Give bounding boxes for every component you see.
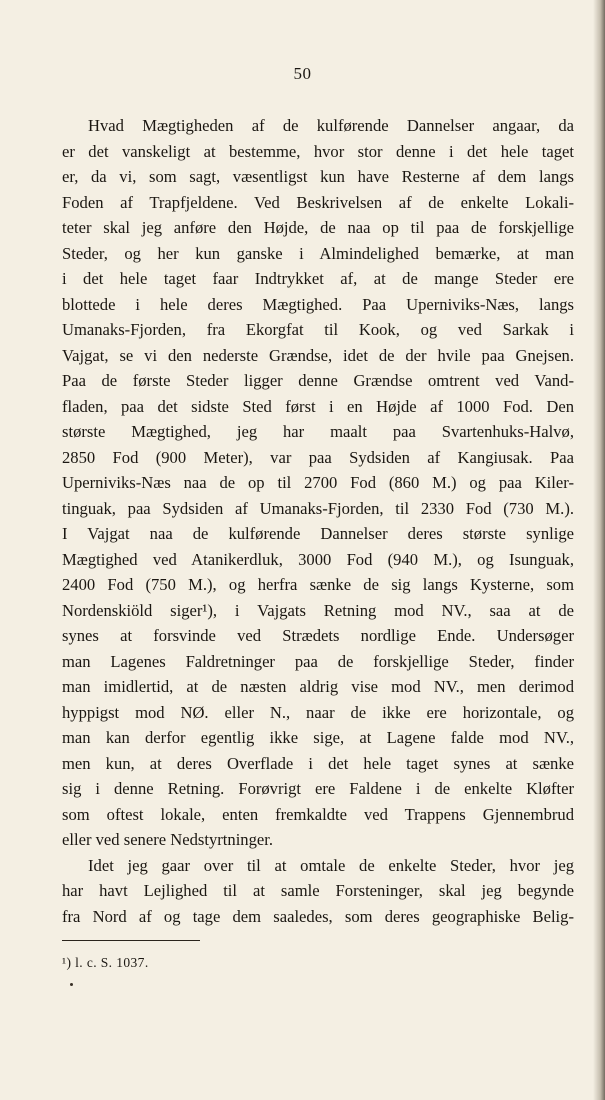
text-line: fra Nord af og tage dem saaledes, som deres geographiske Belig-: [62, 906, 574, 926]
text-line: tinguak, paa Sydsiden af Umanaks-Fjorden, til 2330 Fod (730 M.).: [62, 498, 574, 518]
text-line: er, da vi, som sagt, væsentligst kun have Resterne af dem langs: [62, 167, 574, 186]
text-line: man imidlertid, at de næsten aldrig vise mod NV., men derimod: [62, 677, 574, 696]
text-line: som oftest lokale, enten fremkaldte ved Trappens Gjennembrud: [62, 804, 574, 824]
text-line: 2400 Fod (750 M.), og herfra sænke de sig langs Kysterne, som: [62, 575, 574, 594]
page-edge-shadow: [593, 0, 605, 1100]
text-line: i det hele taget faar Indtrykket af, at de mange Steder ere: [62, 269, 574, 288]
footnote: ¹) l. c. S. 1037.: [62, 955, 149, 970]
text-line: synes at forsvinde ved Strædets nordlige Ende. Undersøger: [62, 626, 574, 645]
text-line: hyppigst mod NØ. eller N., naar de ikke ere horizontale, og: [62, 702, 574, 722]
text-line: man kan derfor egentlig ikke sige, at Lagene falde mod NV.,: [62, 728, 574, 747]
text-line: eller ved senere Nedstyrtninger.: [62, 830, 274, 849]
text-line: er det vanskeligt at bestemme, hvor stor denne i det hele taget: [62, 141, 574, 161]
text-line: Umanaks-Fjorden, fra Ekorgfat til Kook, og ved Sarkak i: [62, 320, 574, 339]
text-line: har havt Lejlighed til at samle Forsteninger, skal jeg begynde: [62, 881, 574, 900]
text-line: 2850 Fod (900 Meter), var paa Sydsiden af Kangiusak. Paa: [62, 447, 574, 467]
text-line: blottede i hele deres Mægtighed. Paa Uperniviks-Næs, langs: [62, 294, 574, 314]
text-line: teter skal jeg anføre den Højde, de naa op til paa de forskjellige: [62, 218, 574, 237]
text-line: man Lagenes Faldretninger paa de forskjellige Steder, finder: [62, 651, 574, 671]
page-number: 50: [293, 64, 312, 83]
text-line: Hvad Mægtigheden af de kulførende Dannelser angaar, da: [88, 116, 574, 135]
ink-speck: [70, 983, 73, 986]
text-line: Mægtighed ved Atanikerdluk, 3000 Fod (940 M.), og Isunguak,: [62, 549, 574, 569]
text-line: største Mægtighed, jeg har maalt paa Svartenhuks-Halvø,: [62, 422, 574, 441]
text-line: fladen, paa det sidste Sted først i en Højde af 1000 Fod. Den: [62, 396, 574, 416]
text-line: Nordenskiöld siger¹), i Vajgats Retning mod NV., saa at de: [62, 600, 574, 620]
text-line: sig i denne Retning. Forøvrigt ere Faldene i de enkelte Kløfter: [62, 779, 574, 798]
footnote-divider: [62, 940, 200, 941]
text-line: I Vajgat naa de kulførende Dannelser deres største synlige: [62, 524, 574, 543]
text-line: Steder, og her kun ganske i Almindelighed bemærke, at man: [62, 243, 574, 263]
text-line: men kun, at deres Overflade i det hele taget synes at sænke: [62, 753, 574, 773]
text-line: Paa de første Steder ligger denne Grændse omtrent ved Vand-: [62, 371, 574, 390]
body-text: [62, 113, 574, 929]
text-line: Foden af Trapfjeldene. Ved Beskrivelsen af de enkelte Lokali-: [62, 192, 574, 212]
text-line: Idet jeg gaar over til at omtale de enkelte Steder, hvor jeg: [88, 855, 574, 875]
text-line: Vajgat, se vi den nederste Grændse, idet de der hvile paa Gnejsen.: [62, 345, 574, 365]
text-line: Uperniviks-Næs naa de op til 2700 Fod (860 M.) og paa Kiler-: [62, 473, 574, 492]
